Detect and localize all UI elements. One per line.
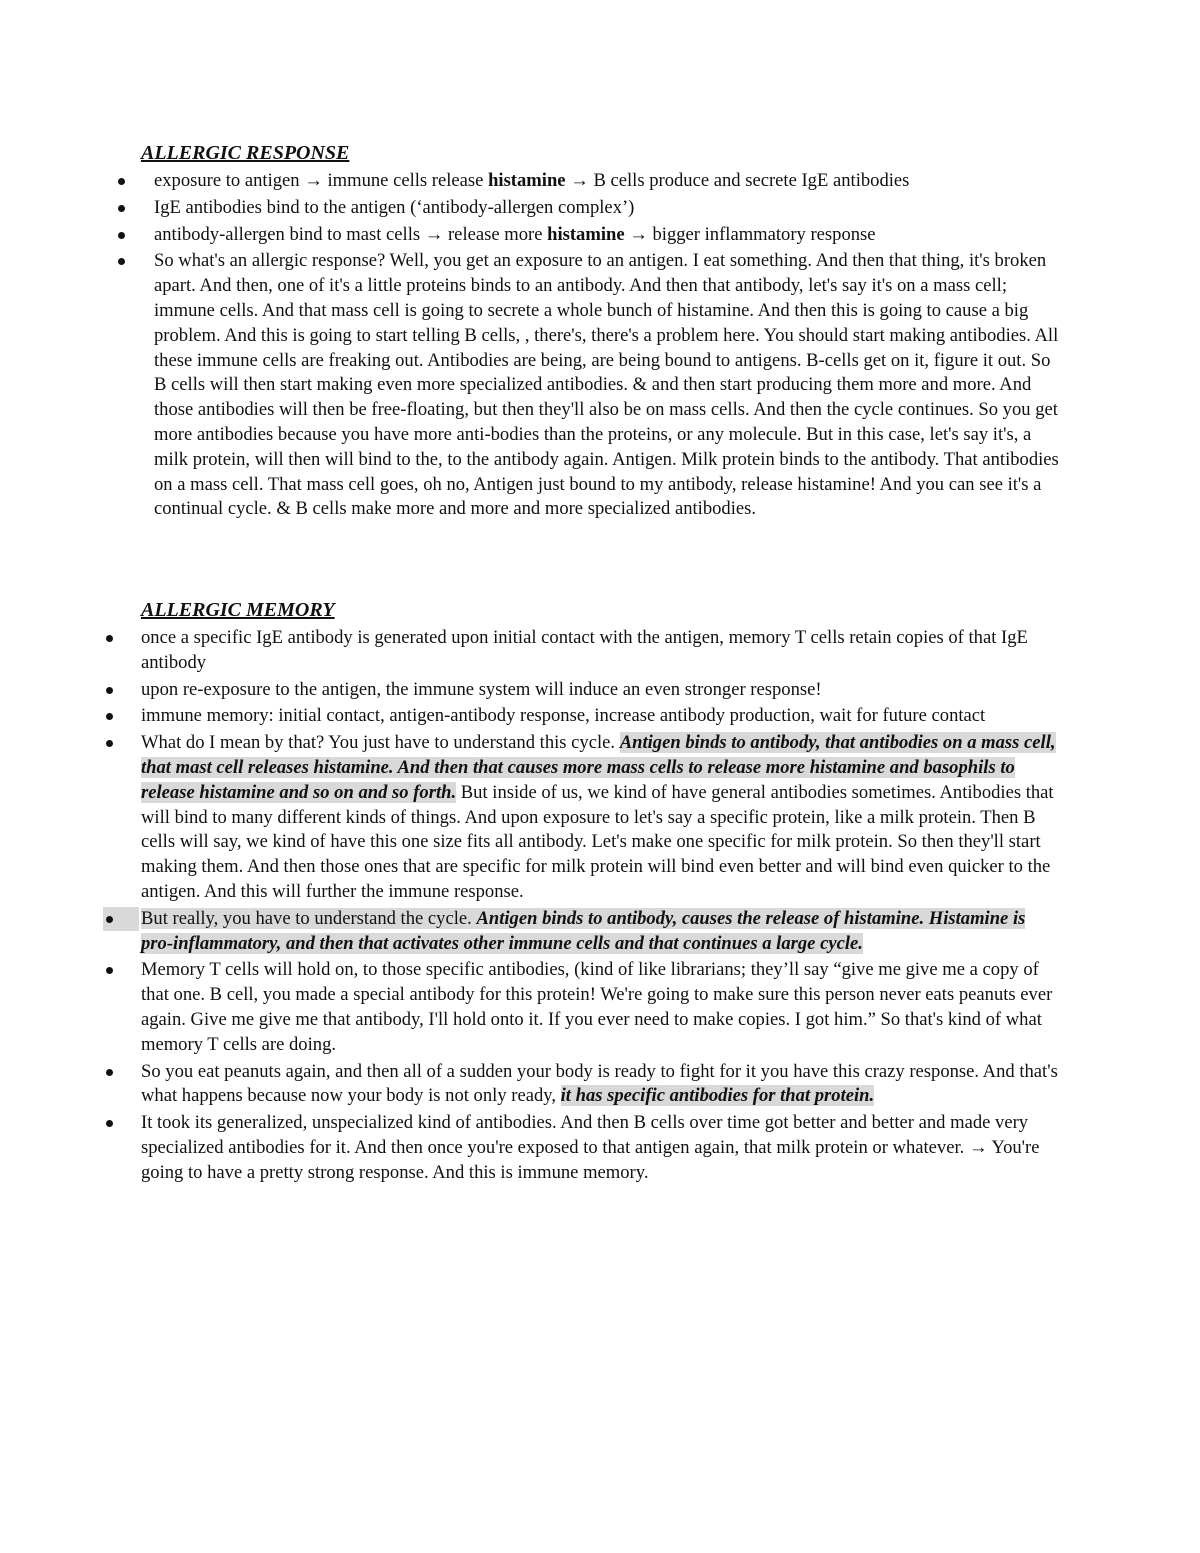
bullet-icon [118,232,125,239]
list-item [141,1111,1061,1185]
item-text: So what's an allergic response? Well, you get an exposure to an antigen. I eat something. And then that thing, it's broken apart. And then, one of it's a little proteins binds to an antibody. And then that antibody, let's say it's on a mass cell; immune cells. And that mass cell is going to secrete a whole bunch of histamine. And then this is going to cause a big problem. And this is going to start telling B cells, , there's, there's a problem here. You should start making antibodies. All these immune cells are freaking out. Antibodies are being, are being bound to antigens. B-cells get on it, figure it out. So B cells will then start making even more specialized antibodies. & and then start producing them more and more. And those antibodies will then be free-floating, but then they'll also be on mass cells. And then the cycle continues. So you get more antibodies because you have more anti-bodies than the proteins, or any molecule. But in this case, let's say it's, a milk protein, will then will bind to the, to the antibody again. Antigen. Milk protein binds to the antibody. That antibodies on a mass cell. That mass cell goes, oh no, Antigen just bound to my antibody, release histamine! And you can see it's a continual cycle. & B cells make more and more and more specialized antibodies. [154,250,1059,520]
section-heading-allergic-memory: ALLERGIC MEMORY [141,599,335,621]
item-text: → [968,1136,988,1158]
list-item [141,907,1061,957]
item-text: histamine [488,170,566,191]
list-item [141,731,1061,905]
bullet-icon [106,967,113,974]
item-text: upon re-exposure to the antigen, the immune system will induce an even stronger response! [141,678,822,700]
item-text: exposure to antigen → immune cells release [154,170,489,191]
item-text: What do I mean by that? You just have to understand this cycle. [141,732,620,754]
item-text: it has specific antibodies for that protein. [560,1085,875,1107]
item-text: But inside of us, we kind of have general antibodies sometimes. Antibodies that will bind to many different kinds of things. And upon exposure to let's say a specific protein, like a milk protein. Then B cells will say, we kind of have this one size fits all antibody. Let's make one specific for milk protein. So then they'll start making them. And then those ones that are specific for milk protein will bind even better and will bind even quicker to the antigen. And this will further the immune response. [141,781,1054,902]
item-text: once a specific IgE antibody is generated upon initial contact with the antigen, memory T cells retain copies of that IgE antibody [141,627,1028,673]
bullet-icon [106,687,113,694]
list-item [154,169,1064,194]
list-item [141,704,1061,729]
item-text: histamine [547,223,625,245]
bullet-icon [106,1069,113,1076]
bullet-icon [106,740,113,747]
bullet-icon [106,1120,113,1127]
item-text: → B cells produce and secrete IgE antibodies [565,170,910,191]
bullet-icon [106,635,113,642]
list-item [141,678,1061,703]
list-item [141,1060,1061,1110]
item-text: antibody-allergen bind to mast cells → release more [154,223,548,245]
bullet-icon [106,713,113,720]
section-heading-allergic-response: ALLERGIC RESPONSE [141,142,350,164]
bullet-icon [106,916,113,923]
item-text: Antigen binds to antibody, that antibodies on a mass cell, that mast cell releases histamine. And then that causes more mass cells to release more histamine and basophils to release histamine and so on and so forth. [141,732,1056,803]
item-text: Memory T cells will hold on, to those specific antibodies, (kind of like librarians; they’ll say “give me give me a copy of that one. B cell, you made a special antibody for this protein! We're going to make sure this person never eats peanuts ever again. Give me give me that antibody, I'll hold onto it. If you ever need to make copies. I got him.” So that's kind of what memory T cells are doing. [141,959,1053,1055]
list-item [154,249,1064,522]
item-text: → bigger inflammatory response [624,223,876,245]
list-item [141,626,1061,676]
allergic-memory-list [141,626,1061,1188]
list-item [154,196,1064,221]
list-item [141,958,1061,1057]
item-text: You're going to have a pretty strong response. And this is immune memory. [141,1136,1040,1183]
item-text: But really, you have to understand the cycle. [141,907,477,929]
bullet-icon [118,178,125,185]
item-text: Antigen binds to antibody, causes the release of histamine. Histamine is pro-inflammatory, and then that activates other immune cells and that continues a large cycle. [141,907,1026,954]
bullet-icon [118,258,125,265]
item-text: It took its generalized, unspecialized kind of antibodies. And then B cells over time got better and better and made very specialized antibodies for it. And then once you're exposed to that antigen again, that milk protein or whatever. [141,1112,1029,1158]
item-text: IgE antibodies bind to the antigen (‘antibody-allergen complex’) [154,196,635,218]
list-item [154,223,1064,248]
bullet-icon [118,205,125,212]
allergic-response-list [154,169,1064,524]
item-text: immune memory: initial contact, antigen-antibody response, increase antibody production, wait for future contact [141,705,986,727]
item-text: So you eat peanuts again, and then all of a sudden your body is ready to fight for it you have this crazy response. And that's what happens because now your body is not only ready, [141,1060,1058,1107]
